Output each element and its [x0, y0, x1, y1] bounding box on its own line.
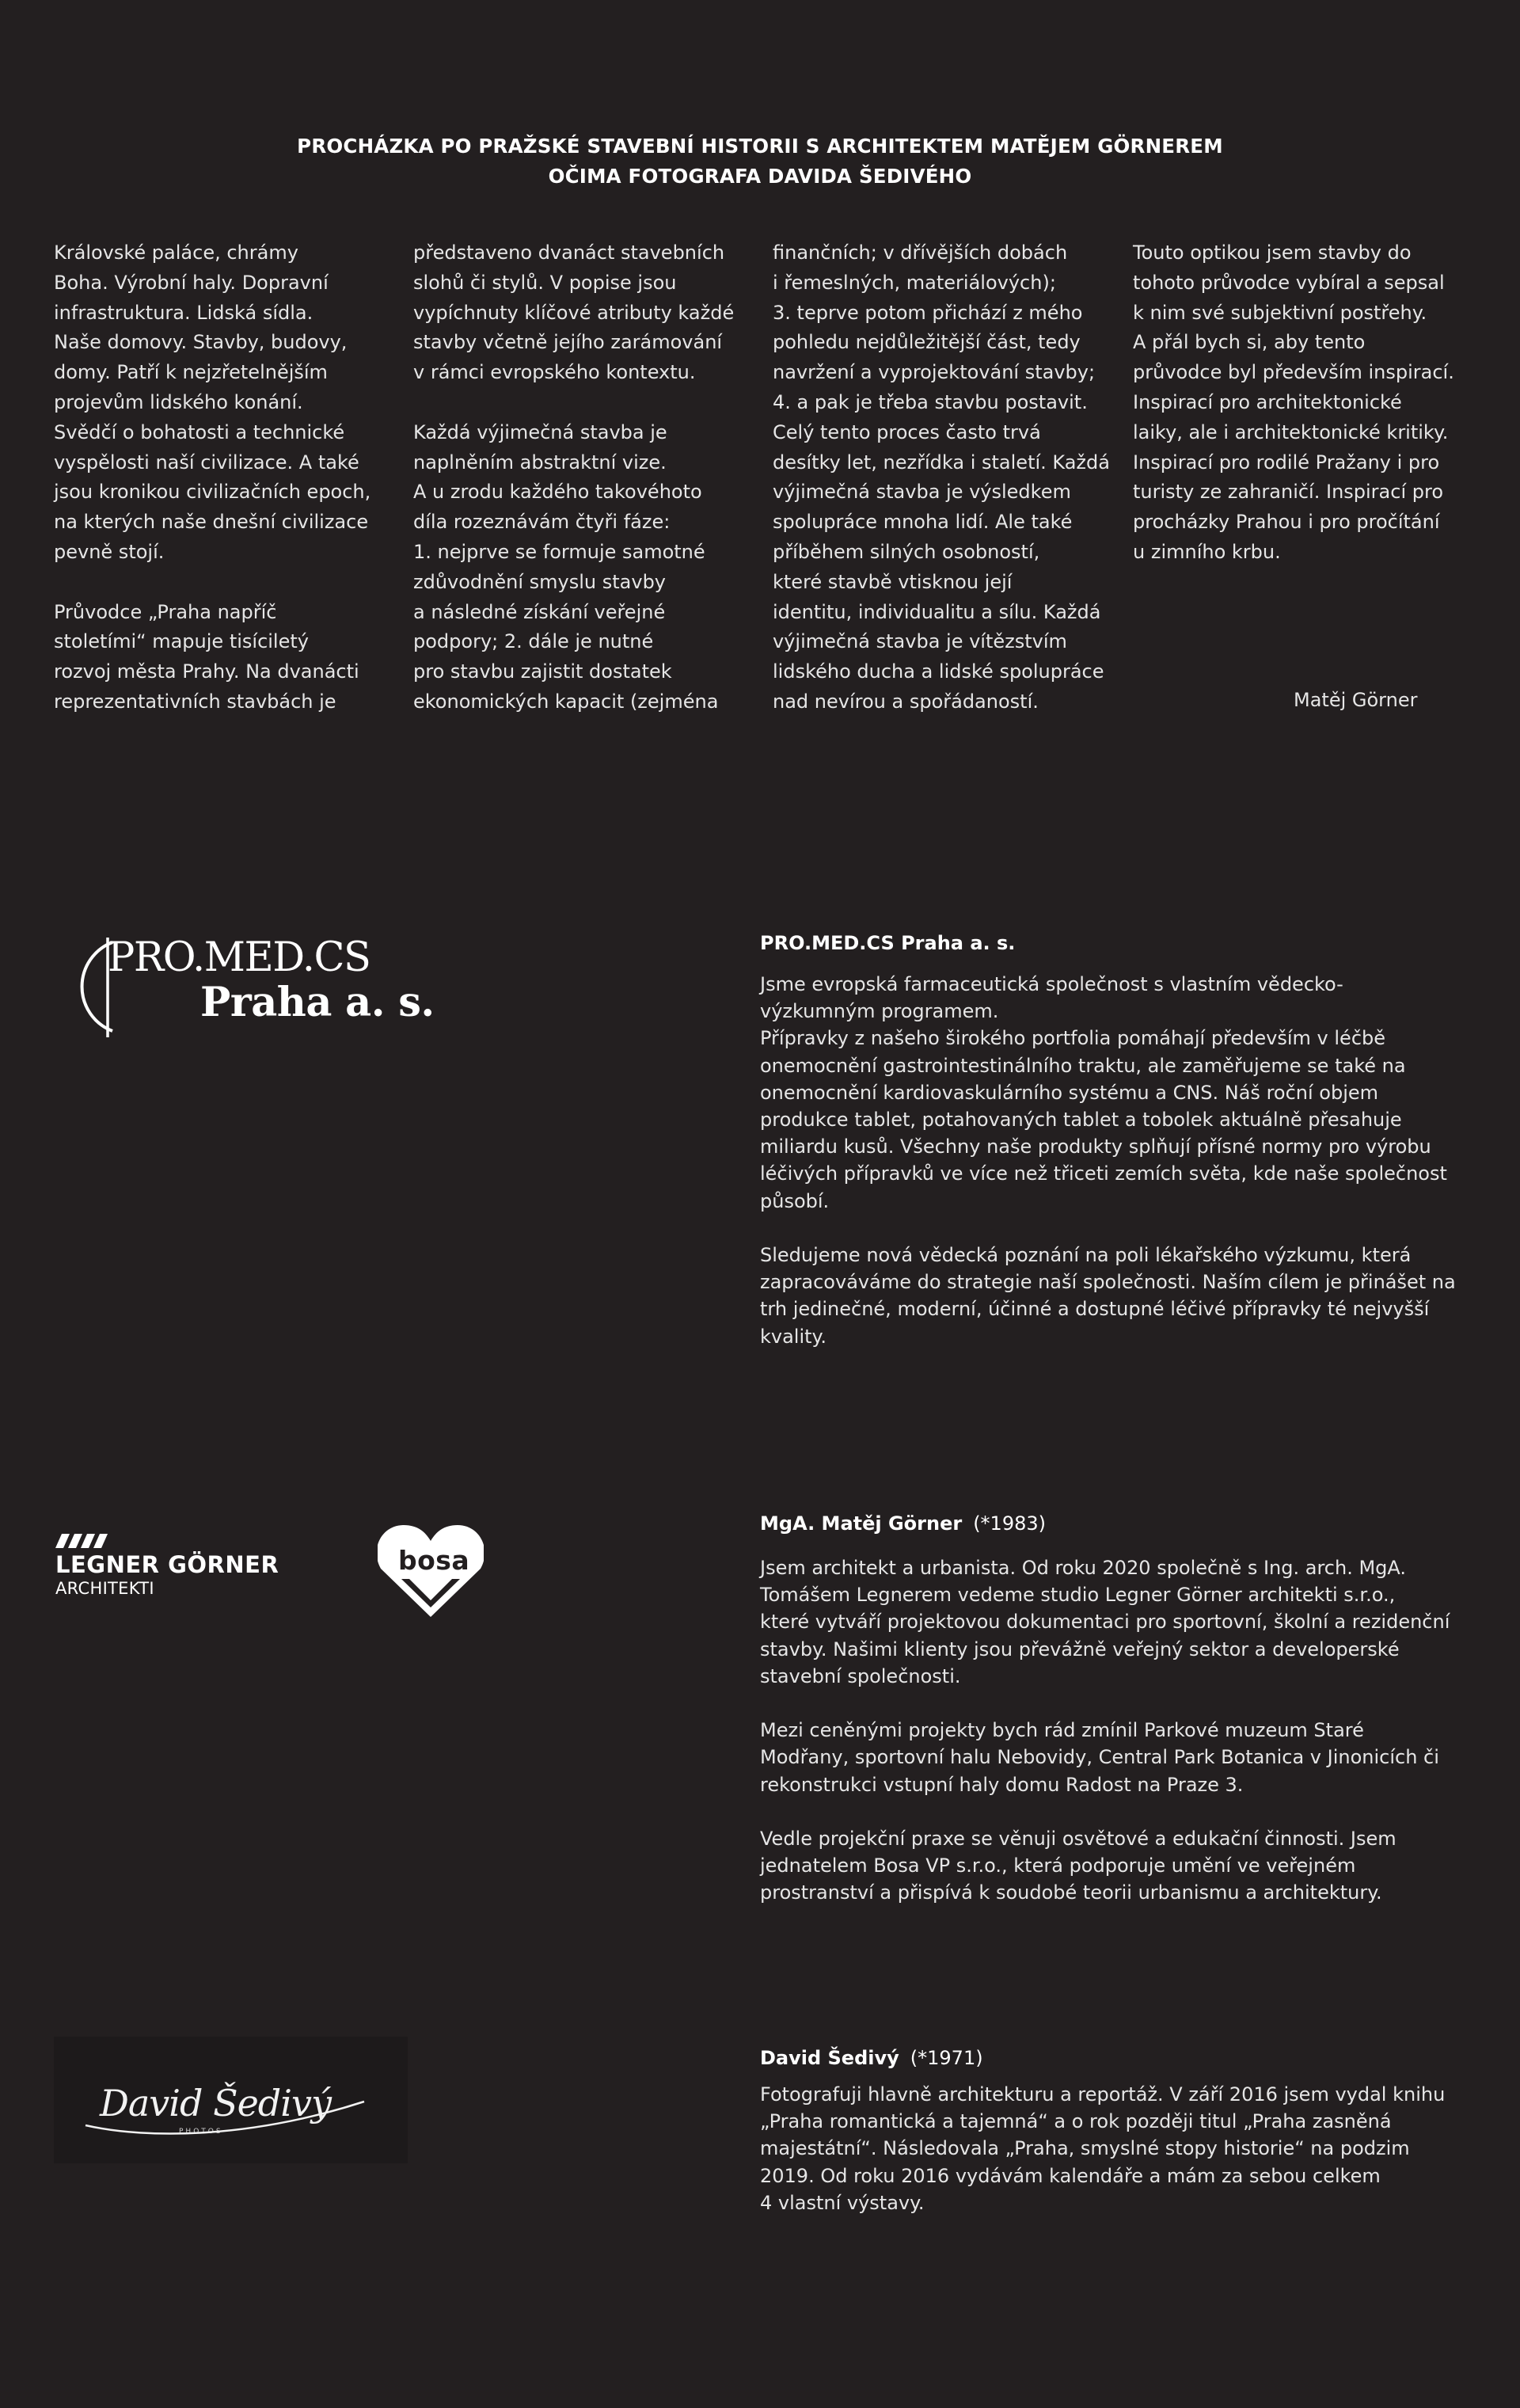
- bosa-logo: [378, 1525, 484, 1617]
- intro-column-1: [54, 238, 402, 717]
- gorner-paragraph: Mezi ceněnými projekty bych rád zmínil Parkové muzeum Staré Modřany, sportovní halu Nebovidy, Central Park Botanica v Jinonicích či rekonstrukci vstupní haly domu Radost na Praze 3.: [760, 1719, 1439, 1796]
- bosa-logo-word: bosa: [398, 1545, 470, 1576]
- promed-text: [760, 971, 1472, 1350]
- intro-paragraph: finančních; v dřívějších dobách i řemeslných, materiálových); 3. teprve potom přichází z mého pohledu nejdůležitější část, tedy navržení a vyprojektování stavby; 4. a pak je třeba stavbu postavit. Celý tento proces často trvá desítky let, nezřídka i staletí. Každá výjimečná stavba je výsledkem spolupráce mnoha lidí. Ale také příběhem silných osobností, které stavbě vtisknou její identitu, individualitu a sílu. Každá výjimečná stavba je vítězstvím lidského ducha a lidské spolupráce nad nevírou a spořádaností.: [773, 242, 1110, 713]
- gorner-name: MgA. Matěj Görner: [760, 1512, 963, 1535]
- david-logo-script: David Šedivý: [100, 2082, 331, 2125]
- intro-column-3: [773, 238, 1121, 717]
- sedivy-paragraph: Fotografuji hlavně architekturu a reportáž. V září 2016 jsem vydal knihu „Praha romantická a tajemná“ a o rok později titul „Praha zasněná majestátní“. Následovala „Praha, smyslné stopy historie“ na podzim 2019. Od roku 2016 vydávám kalendáře a mám za sebou celkem 4 vlastní výstavy.: [760, 2083, 1446, 2214]
- gorner-heading: [760, 1509, 1046, 1538]
- david-logo-subtitle: PHOTOS: [179, 2128, 223, 2136]
- promed-logo-line-1: PRO.MED.CS: [108, 934, 370, 981]
- intro-column-4: [1133, 238, 1481, 568]
- legner-stripes-icon: [55, 1534, 119, 1550]
- legner-logo-subtitle: ARCHITEKTI: [55, 1579, 154, 1598]
- sedivy-text: [760, 2081, 1472, 2216]
- page-title: [0, 131, 1520, 192]
- sedivy-birth-year: (*1971): [910, 2047, 983, 2069]
- intro-paragraph: Královské paláce, chrámy Boha. Výrobní haly. Dopravní infrastruktura. Lidská sídla. Naše domovy. Stavby, budovy, domy. Patří k nejzřetelnějším projevům lidského konání. Svědčí o bohatosti a technické vyspělosti naší civilizace. A také jsou kronikou civilizačních epoch, na kterých naše dnešní civilizace pevně stojí.: [54, 242, 371, 563]
- promed-logo-line-2: Praha a. s.: [200, 979, 435, 1026]
- legner-logo-name: LEGNER GÖRNER: [55, 1551, 279, 1578]
- promed-paragraph: Sledujeme nová vědecká poznání na poli lékařského výzkumu, která zapracováváme do strategie naší společnosti. Naším cílem je přinášet na trh jedinečné, moderní, účinné a dostupné léčivé přípravky té nejvyšší kvality.: [760, 1244, 1456, 1348]
- david-signature-icon: [54, 2037, 408, 2163]
- gorner-paragraph: Jsem architekt a urbanista. Od roku 2020 společně s Ing. arch. MgA. Tomášem Legnerem vedeme studio Legner Görner architekti s.r.o., které vytváří projektovou dokumentaci pro sportovní, školní a rezidenční stavby. Našimi klienty jsou převážně veřejný sektor a developerské stavební společnosti.: [760, 1557, 1450, 1687]
- promed-paragraph: Jsme evropská farmaceutická společnost s vlastním vědecko- výzkumným programem. Přípravky z našeho širokého portfolia pomáhají především v léčbě onemocnění gastrointestinálního traktu, ale zaměřujeme se také na onemocnění kardiovaskulárního systému a CNS. Náš roční objem produkce tablet, potahovaných tablet a tobolek aktuálně přesahuje miliardu kusů. Všechny naše produkty splňují přísné normy pro výrobu léčivých přípravků ve více než třiceti zemích světa, kde naše společnost působí.: [760, 973, 1447, 1212]
- david-sedivy-logo: [54, 2037, 408, 2163]
- sedivy-name: David Šedivý: [760, 2047, 899, 2069]
- intro-paragraph: Každá výjimečná stavba je naplněním abstraktní vize. A u zrodu každého takovéhoto díla rozeznávám čtyři fáze: 1. nejprve se formuje samotné zdůvodnění smyslu stavby a následné získání veřejné podpory; 2. dále je nutné pro stavbu zajistit dostatek ekonomických kapacit (zejména: [413, 420, 719, 713]
- intro-column-2: [413, 238, 762, 717]
- promed-logo: [57, 934, 435, 1039]
- promed-heading: [760, 929, 1015, 957]
- page-title-line-1: PROCHÁZKA PO PRAŽSKÉ STAVEBNÍ HISTORII S ARCHITEKTEM MATĚJEM GÖRNEREM: [297, 135, 1223, 158]
- legner-gorner-logo: [55, 1534, 293, 1605]
- author-signature: Matěj Görner: [1294, 689, 1418, 711]
- promed-name: PRO.MED.CS Praha a. s.: [760, 932, 1016, 954]
- sedivy-heading: [760, 2044, 983, 2072]
- gorner-birth-year: (*1983): [973, 1512, 1046, 1535]
- intro-paragraph: představeno dvanáct stavebních slohů či stylů. V popise jsou vypíchnuty klíčové atributy každé stavby včetně jejího zarámování v rámci evropského kontextu.: [413, 242, 735, 384]
- page-title-line-2: OČIMA FOTOGRAFA DAVIDA ŠEDIVÉHO: [548, 165, 972, 188]
- gorner-paragraph: Vedle projekční praxe se věnuji osvětové a edukační činnosti. Jsem jednatelem Bosa VP s.r.o., která podporuje umění ve veřejném prostranství a přispívá k soudobé teorii urbanismu a architektury.: [760, 1828, 1396, 1904]
- intro-paragraph: Touto optikou jsem stavby do tohoto průvodce vybíral a sepsal k nim své subjektivní postřehy. A přál bych si, aby tento průvodce byl především inspirací. Inspirací pro architektonické laiky, ale i architektonické kritiky. Inspirací pro rodilé Pražany i pro turisty ze zahraničí. Inspirací pro procházky Prahou i pro pročítání u zimního krbu.: [1133, 242, 1454, 563]
- intro-paragraph: Průvodce „Praha napříč stoletími“ mapuje tisíciletý rozvoj města Prahy. Na dvanácti reprezentativních stavbách je: [54, 600, 359, 713]
- gorner-text: [760, 1554, 1472, 1907]
